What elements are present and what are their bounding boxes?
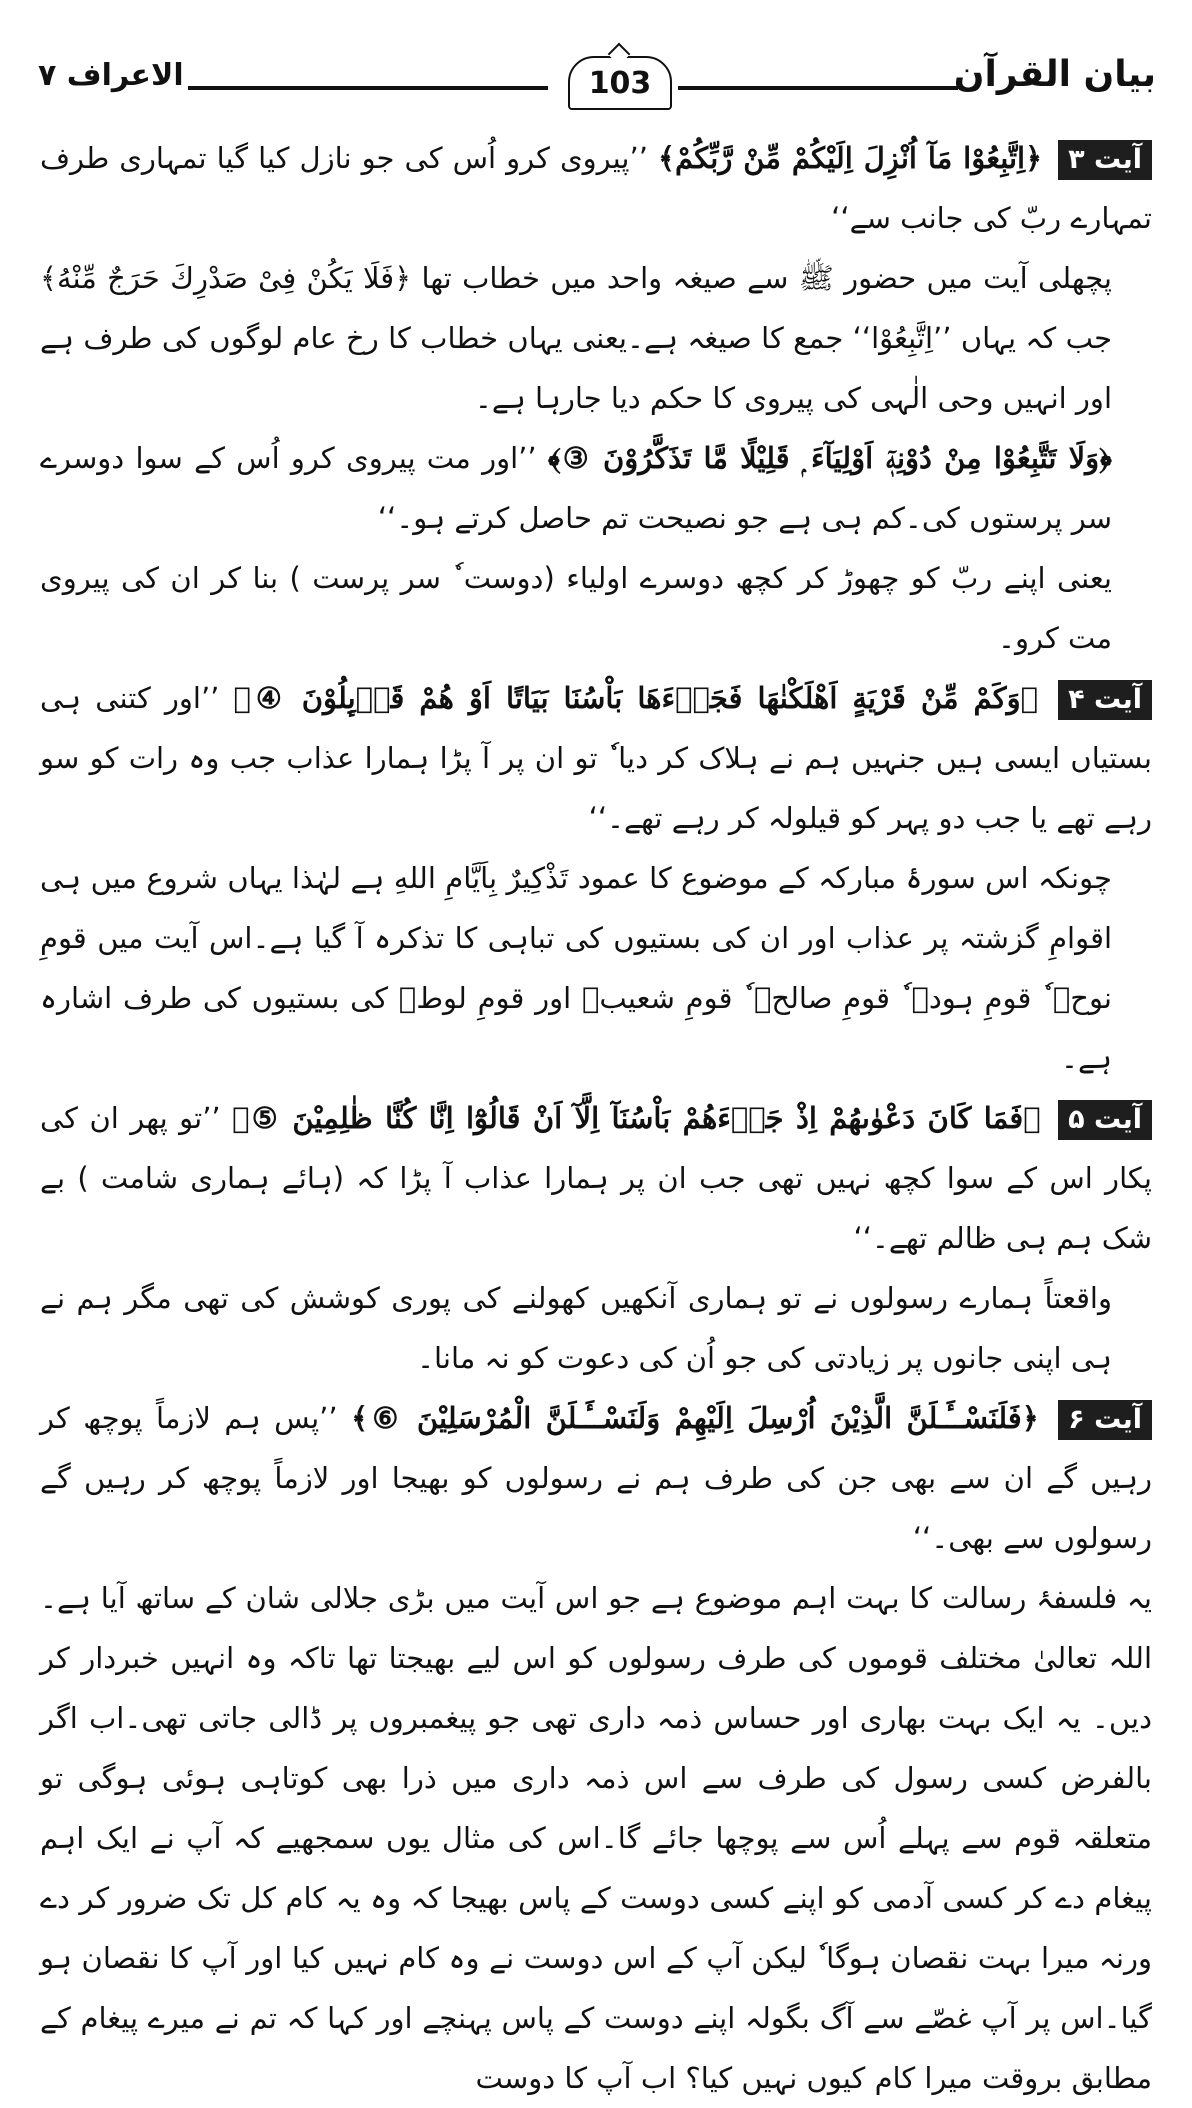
- verse-translation: ’’تو پھر ان کی پکار اس کے سوا کچھ نہیں تھی جب ان پر ہمارا عذاب آ پڑا کہ (ہائے ہماری شامت ) بے شک ہم ہی ظالم تھے۔‘‘: [40, 1101, 1152, 1255]
- surah-label: الاعراف ۷: [38, 58, 184, 93]
- verse-translation: ’’پیروی کرو اُس کی جو نازل کیا گیا تمہاری طرف تمہارے ربّ کی جانب سے‘‘: [40, 141, 1152, 235]
- verse-block-3: [40, 128, 1152, 248]
- commentary-paragraph: یعنی اپنے ربّ کو چھوڑ کر کچھ دوسرے اولیاء (دوست ٗ سر پرست ) بنا کر ان کی پیروی مت کرو۔: [40, 561, 1112, 655]
- arabic-verse: ﴿فَمَا كَانَ دَعْوٰىهُمْ اِذْ جَاۗءَهُمْ بَاْسُنَآ اِلَّآ اَنْ قَالُوْٓا اِنَّا كُنَّا ظٰلِمِيْنَ ⑤﴾: [232, 1101, 1041, 1135]
- verse-translation: ’’پس ہم لازماً پوچھ کر رہیں گے ان سے بھی جن کی طرف ہم نے رسولوں کو بھیجا اور لازماً پوچھ کر رہیں گے رسولوں سے بھی۔‘‘: [40, 1401, 1152, 1555]
- arabic-verse: ﴿اِتَّبِعُوْا مَآ اُنْزِلَ اِلَیْكُمْ مِّنْ رَّبِّكُمْ﴾: [657, 141, 1043, 175]
- header-rule-left: [188, 86, 548, 90]
- arabic-verse: ﴿وَكَمْ مِّنْ قَرْيَةٍ اَهْلَكْنٰهَا فَجَاۗءَهَا بَاْسُنَا بَيَاتًا اَوْ هُمْ قَاۗىِٕلُوْنَ ④﴾: [233, 681, 1039, 715]
- verse-continuation: [40, 428, 1152, 548]
- commentary-paragraph: چونکہ اس سورۂ مبارکہ کے موضوع کا عمود تَذْكِيرٌ بِاَيَّامِ اللهِ ہے لہٰذا یہاں شروع میں ہی اقوامِ گزشتہ پر عذاب اور ان کی بستیوں کی تباہی کا تذکرہ آ گیا ہے۔اس آیت میں قومِ نوحؑ ٗ قومِ ہودؑ ٗ قومِ صالحؑ ٗ قومِ شعیبؑ اور قومِ لوطؑ کی بستیوں کی طرف اشارہ ہے۔: [40, 861, 1112, 1075]
- arabic-verse: ﴿فَلَنَسْــَٔـلَنَّ الَّذِيْنَ اُرْسِلَ اِلَيْهِمْ وَلَنَسْــَٔـلَنَّ الْمُرْسَلِيْنَ ⑥﴾: [351, 1401, 1039, 1435]
- verse-badge: آیت ۴: [1058, 680, 1152, 720]
- verse-badge: آیت ۵: [1058, 1100, 1152, 1140]
- verse-translation: ’’اور مت پیروی کرو اُس کے سوا دوسرے سر پرستوں کی۔کم ہی ہے جو نصیحت تم حاصل کرتے ہو۔‘‘: [40, 441, 1112, 535]
- arabic-verse: ﴿وَلَا تَتَّبِعُوْا مِنْ دُوْنِهٖٓ اَوْلِيَآءَ ۭ قَلِيْلًا مَّا تَذَكَّرُوْنَ ③﴾: [547, 441, 1113, 475]
- book-title: بیان القرآن: [953, 54, 1156, 95]
- commentary-paragraph: پچھلی آیت میں حضور ﷺ سے صیغہ واحد میں خطاب تھا ﴿فَلَا یَكُنْ فِیْ صَدْرِكَ حَرَجٌ مِّنْهُ﴾ جب کہ یہاں ’’اِتَّبِعُوْا‘‘ جمع کا صیغہ ہے۔یعنی یہاں خطاب کا رخ عام لوگوں کی طرف ہے اور انہیں وحی الٰہی کی پیروی کا حکم دیا جارہا ہے۔: [40, 261, 1112, 415]
- verse-badge: آیت ۶: [1058, 1400, 1152, 1440]
- verse-block-6: [40, 1388, 1152, 1568]
- verse-block-5: [40, 1088, 1152, 1268]
- commentary-paragraph: یہ فلسفۂ رسالت کا بہت اہم موضوع ہے جو اس آیت میں بڑی جلالی شان کے ساتھ آیا ہے۔ اللہ تعالیٰ مختلف قوموں کی طرف رسولوں کو اس لیے بھیجتا تھا تاکہ وہ انہیں خبردار کر دیں۔ یہ ایک بہت بھاری اور حساس ذمہ داری تھی جو پیغمبروں پر ڈالی جاتی تھی۔اب اگر بالفرض کسی رسول کی طرف سے اس ذمہ داری میں ذرا بھی کوتاہی ہوئی ہوگی تو متعلقہ قوم سے پہلے اُس سے پوچھا جائے گا۔اس کی مثال یوں سمجھیے کہ آپ نے ایک اہم پیغام دے کر کسی آدمی کو اپنے کسی دوست کے پاس بھیجا کہ وہ یہ کام کل تک ضرور کر دے ورنہ میرا بہت نقصان ہوگا ٗ لیکن آپ کے اس دوست نے وہ کام نہیں کیا اور آپ کا نقصان ہو گیا۔اس پر آپ غصّے سے آگ بگولہ اپنے دوست کے پاس پہنچے اور کہا کہ تم نے میرے پیغام کے مطابق بروقت میرا کام کیوں نہیں کیا؟ اب آپ کا دوست: [40, 1581, 1152, 2095]
- commentary-paragraph: واقعتاً ہمارے رسولوں نے تو ہماری آنکھیں کھولنے کی پوری کوشش کی تھی مگر ہم نے ہی اپنی جانوں پر زیادتی کی جو اُن کی دعوت کو نہ مانا۔: [40, 1281, 1112, 1375]
- verse-translation: ’’اور کتنی ہی بستیاں ایسی ہیں جنہیں ہم نے ہلاک کر دیا ٗ تو ان پر آ پڑا ہمارا عذاب جب وہ رات کو سو رہے تھے یا جب دو پہر کو قیلولہ کر رہے تھے۔‘‘: [40, 681, 1152, 835]
- verse-block-4: [40, 668, 1152, 848]
- header-rule-right: [678, 86, 958, 90]
- page-number: 103: [568, 56, 672, 110]
- page-header: [38, 40, 1156, 120]
- verse-badge: آیت ۳: [1058, 140, 1152, 180]
- page-body: [40, 128, 1152, 2108]
